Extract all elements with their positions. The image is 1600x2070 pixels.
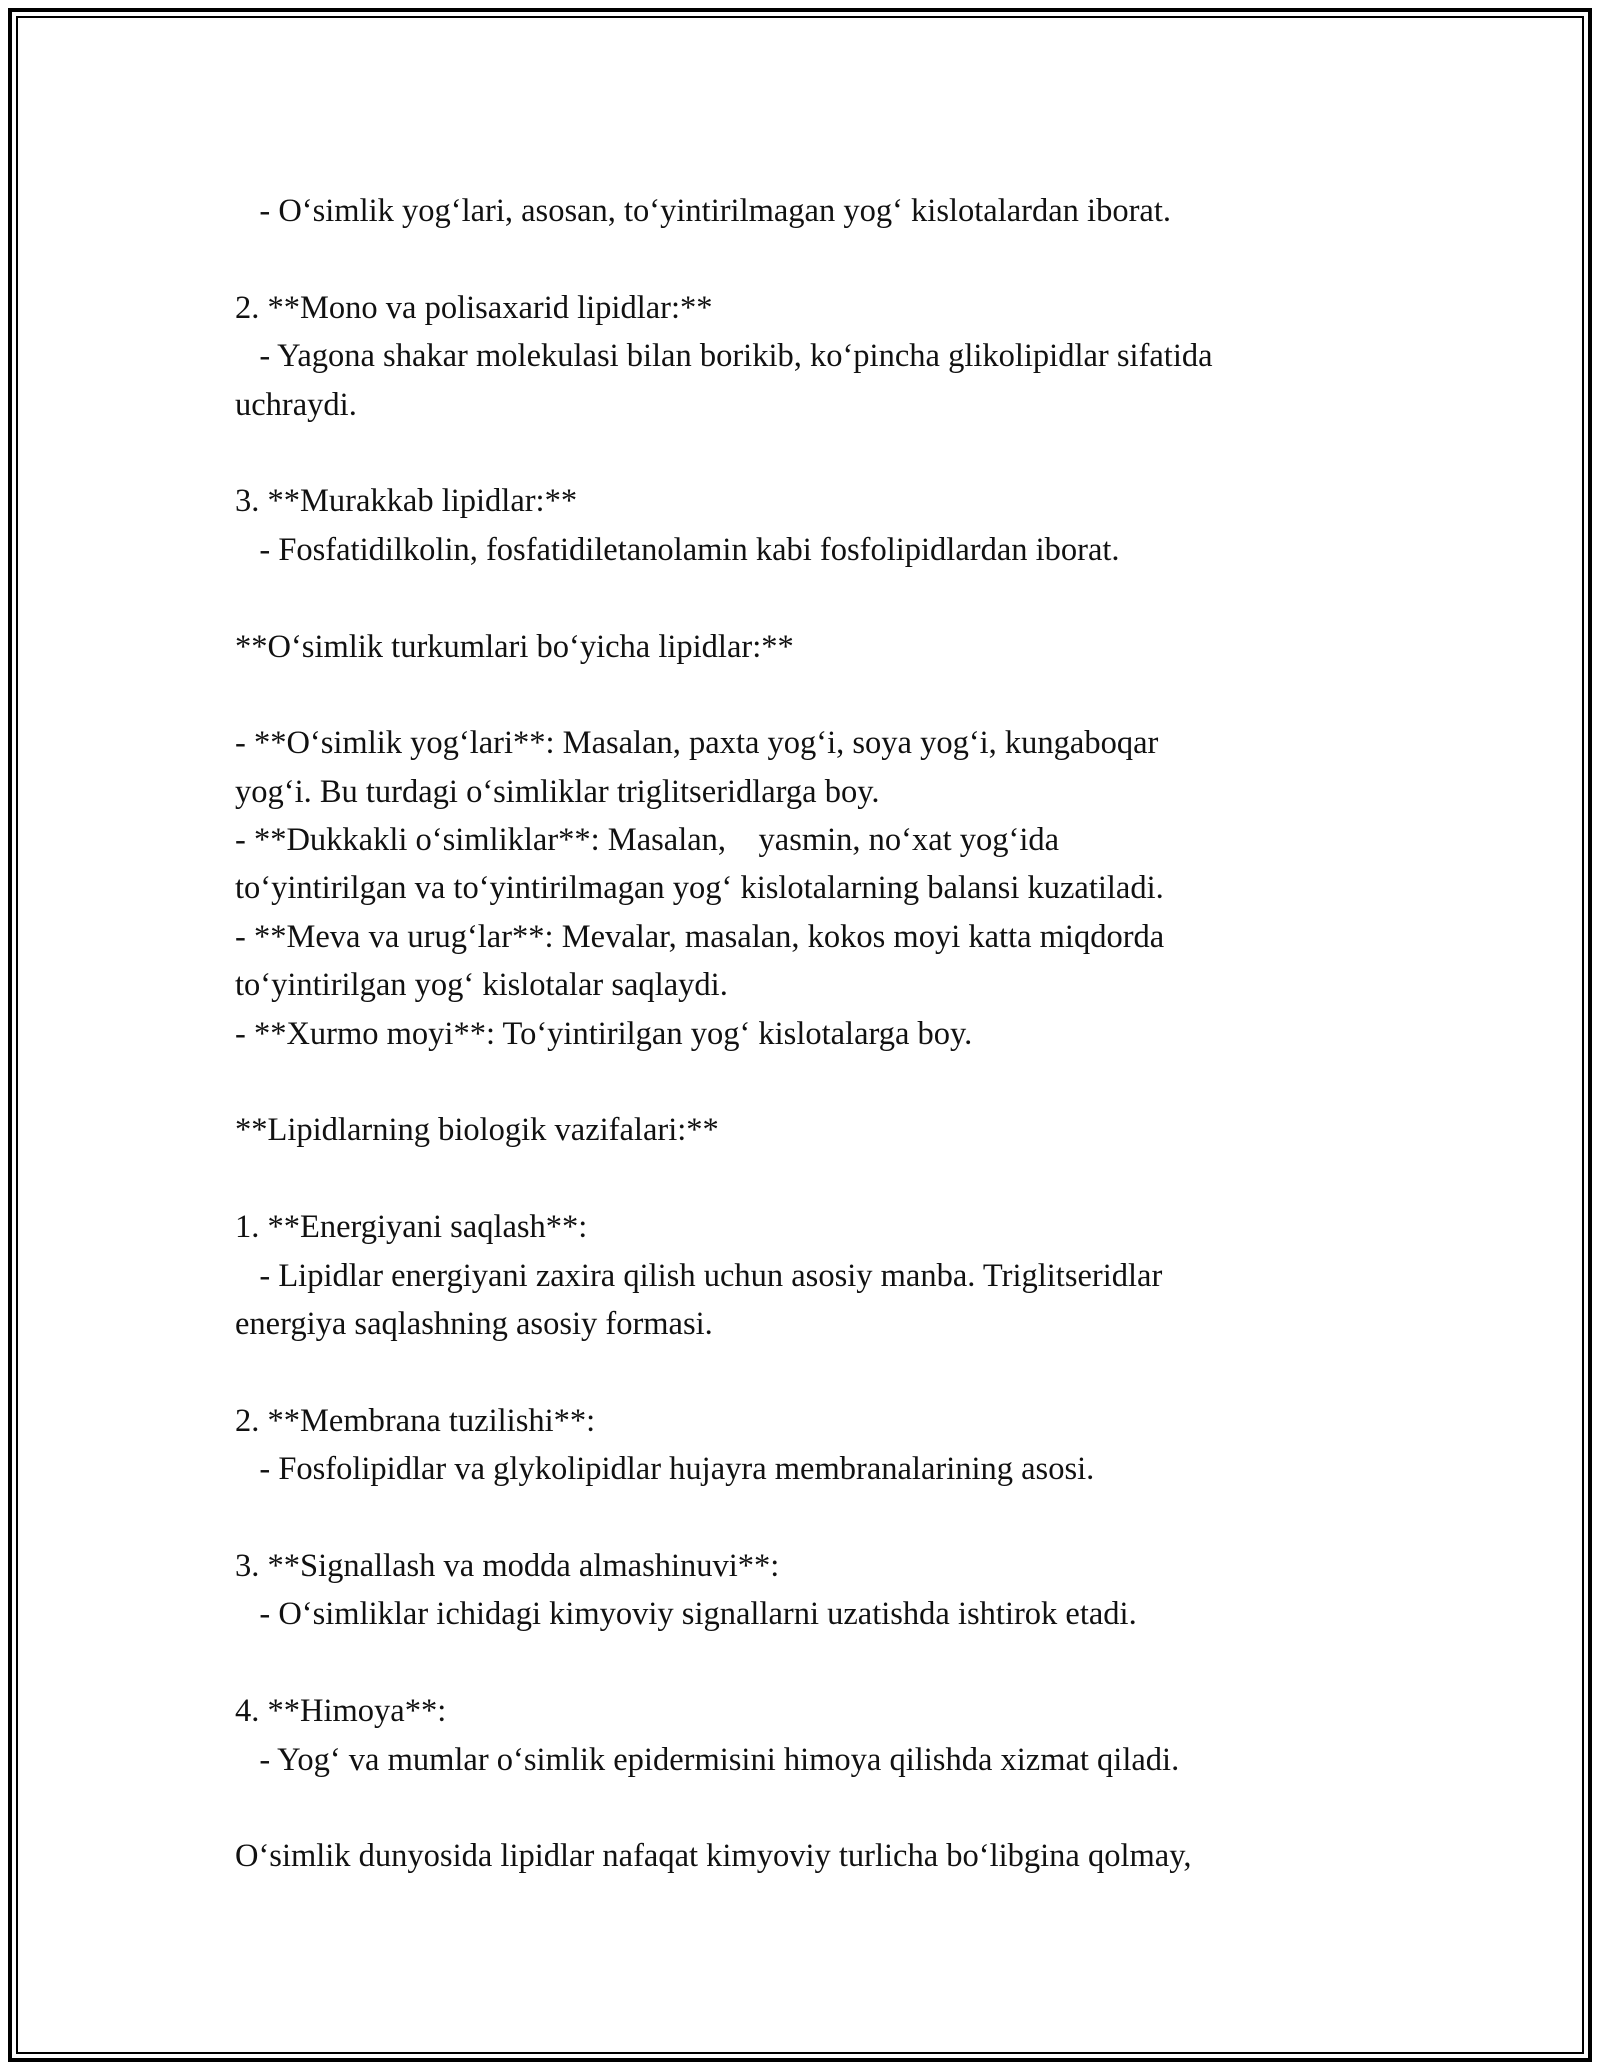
text-line: **O‘simlik turkumlari bo‘yicha lipidlar:** (235, 628, 794, 665)
text-line: 2. **Mono va polisaxarid lipidlar:** (235, 289, 713, 326)
blank-line (235, 1058, 1395, 1106)
text-line: - **O‘simlik yog‘lari**: Masalan, paxta yog‘i, soya yog‘i, kungaboqar (235, 725, 1159, 762)
text-line: - O‘simliklar ichidagi kimyoviy signallarni uzatishda ishtirok etadi. (235, 1596, 1137, 1633)
text-line: uchraydi. (235, 386, 357, 423)
text-line: - **Xurmo moyi**: To‘yintirilgan yog‘ kislotalarga boy. (235, 1015, 973, 1052)
text-line: to‘yintirilgan yog‘ kislotalar saqlaydi. (235, 967, 728, 1004)
text-line: 1. **Energiyani saqlash**: (235, 1209, 588, 1246)
text-line: - **Meva va urug‘lar**: Mevalar, masalan, kokos moyi katta miqdorda (235, 918, 1165, 955)
text-line: 3. **Signallash va modda almashinuvi**: (235, 1547, 780, 1584)
document-body (235, 187, 1395, 1881)
text-line: to‘yintirilgan va to‘yintirilmagan yog‘ kislotalarning balansi kuzatiladi. (235, 870, 1164, 907)
text-line: - Yog‘ va mumlar o‘simlik epidermisini himoya qilishda xizmat qiladi. (235, 1741, 1180, 1778)
blank-line (235, 235, 1395, 283)
text-line: - **Dukkakli o‘simliklar**: Masalan, yasmin, no‘xat yog‘ida (235, 822, 1060, 859)
text-line: - Yagona shakar molekulasi bilan borikib, ko‘pincha glikolipidlar sifatida (235, 338, 1213, 375)
blank-line (235, 429, 1395, 477)
text-line: energiya saqlashning asosiy formasi. (235, 1305, 713, 1342)
text-line: **Lipidlarning biologik vazifalari:** (235, 1112, 719, 1149)
blank-line (235, 1348, 1395, 1396)
blank-line (235, 574, 1395, 622)
text-line: O‘simlik dunyosida lipidlar nafaqat kimyoviy turlicha bo‘libgina qolmay, (235, 1838, 1192, 1875)
text-line: - O‘simlik yog‘lari, asosan, to‘yintirilmagan yog‘ kislotalardan iborat. (235, 193, 1171, 229)
text-line: yog‘i. Bu turdagi o‘simliklar triglitseridlarga boy. (235, 773, 880, 810)
blank-line (235, 1155, 1395, 1203)
blank-line (235, 1494, 1395, 1542)
text-line: - Fosfatidilkolin, fosfatidiletanolamin kabi fosfolipidlardan iborat. (235, 531, 1120, 568)
blank-line (235, 671, 1395, 719)
blank-line (235, 1639, 1395, 1687)
blank-line (235, 1784, 1395, 1832)
text-line: 2. **Membrana tuzilishi**: (235, 1402, 596, 1439)
text-line: 4. **Himoya**: (235, 1693, 447, 1730)
text-line: - Lipidlar energiyani zaxira qilish uchun asosiy manba. Triglitseridlar (235, 1257, 1163, 1294)
text-line: - Fosfolipidlar va glykolipidlar hujayra membranalarining asosi. (235, 1451, 1095, 1488)
text-line: 3. **Murakkab lipidlar:** (235, 483, 578, 520)
